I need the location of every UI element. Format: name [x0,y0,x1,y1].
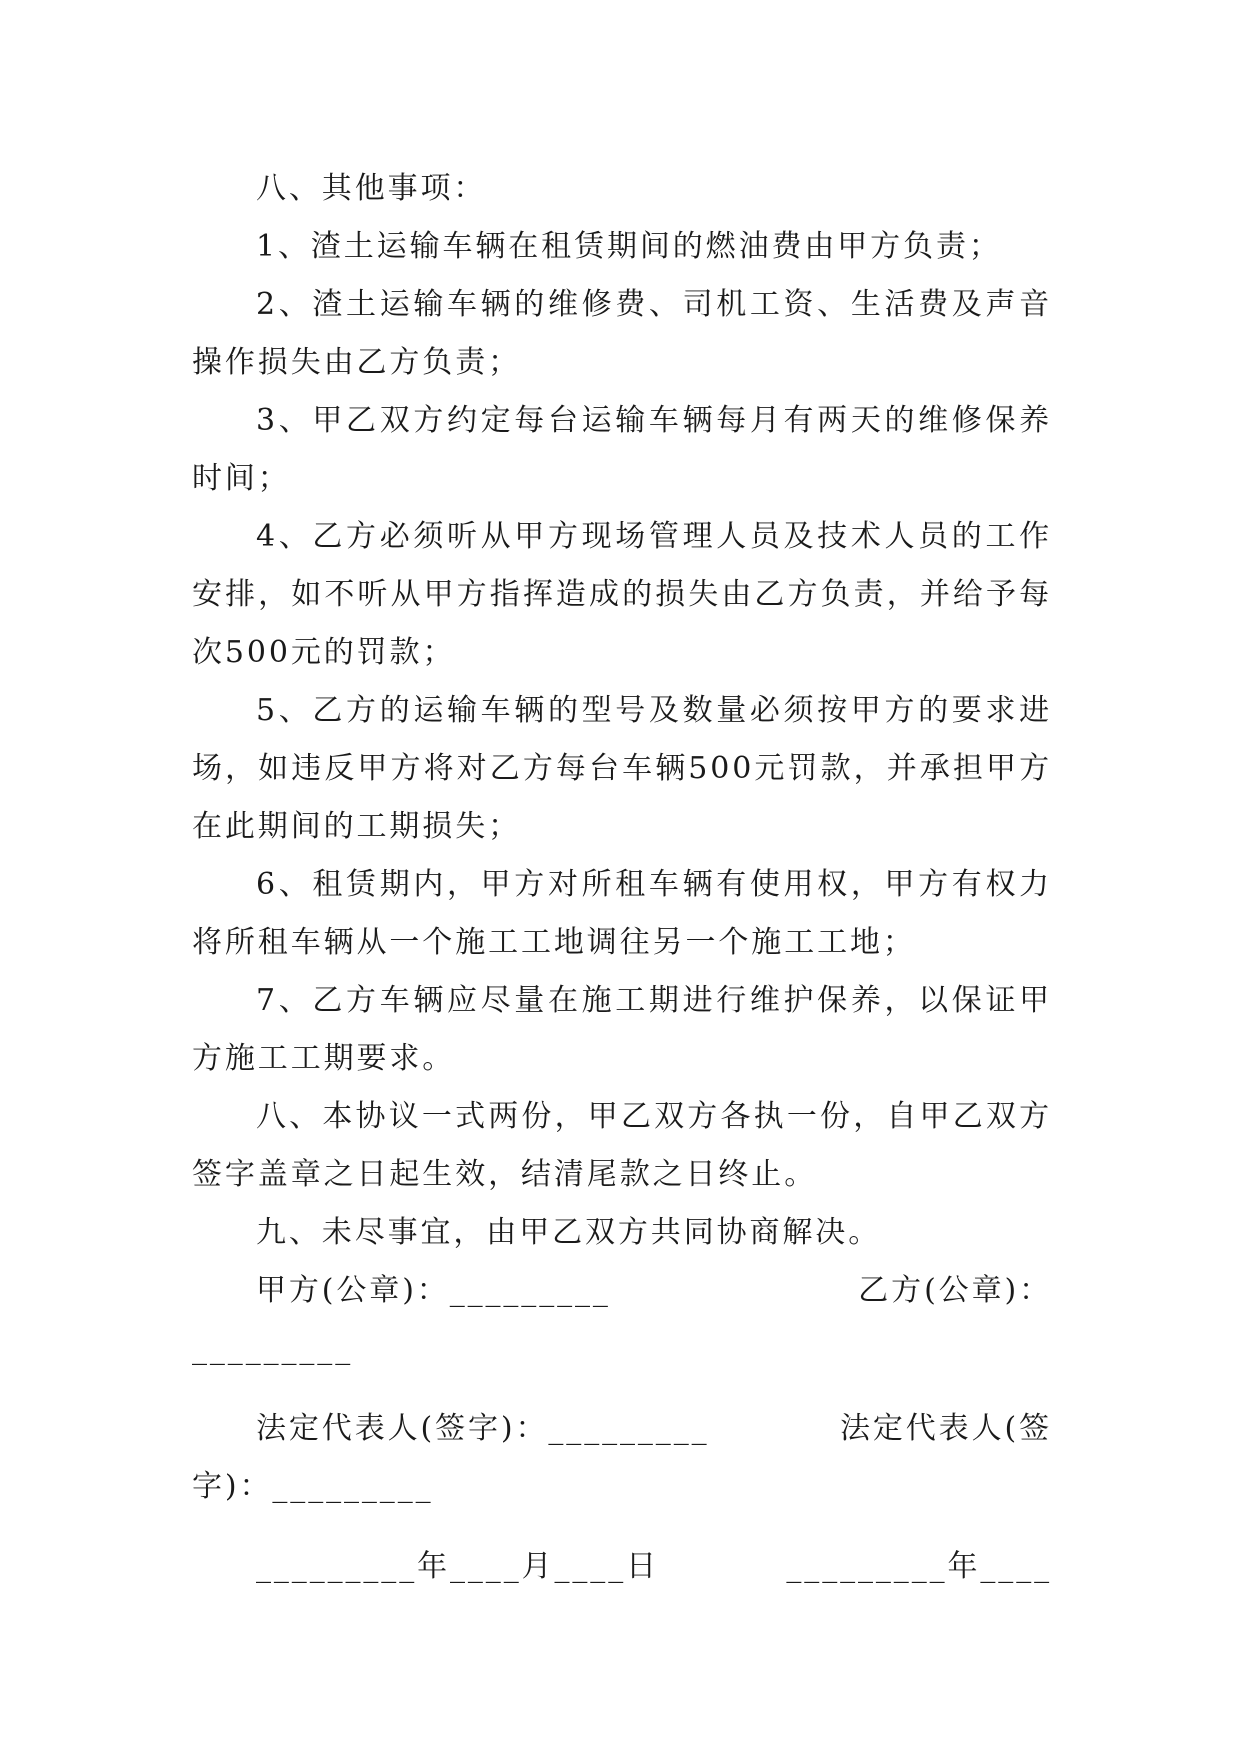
party-b-seal: 乙方(公章)： [858,1273,1052,1308]
party-a-date: _________年____月____日 [256,1549,659,1584]
party-b-representative-continued: 字)：_________ [192,1469,434,1504]
clause-2: 2、渣土运输车辆的维修费、司机工资、生活费及声音操作损失由乙方负责； [192,287,1052,380]
section-heading: 八、其他事项： [256,171,487,206]
clause-7: 7、乙方车辆应尽量在施工期进行维护保养，以保证甲方施工工期要求。 [192,983,1052,1076]
party-a-representative: 法定代表人(签字)：_________ [256,1411,710,1446]
spacer [192,1516,1052,1538]
representative-row [192,1400,1052,1458]
party-a-seal: 甲方(公章)：_________ [256,1273,611,1308]
seal-row [192,1262,1052,1320]
party-b-seal-blank: _________ [192,1331,354,1366]
clause-6: 6、租赁期内，甲方对所租车辆有使用权，甲方有权力将所租车辆从一个施工工地调往另一个施工工地； [192,867,1052,960]
party-b-representative: 法定代表人(签 [839,1411,1052,1446]
clause-4: 4、乙方必须听从甲方现场管理人员及技术人员的工作安排，如不听从甲方指挥造成的损失由乙方负责，并给予每次500元的罚款； [192,519,1052,670]
clause-3: 3、甲乙双方约定每台运输车辆每月有两天的维修保养时间； [192,403,1052,496]
representative-row-continued [192,1458,1052,1516]
unresolved-matters-clause: 九、未尽事宜，由甲乙双方共同协商解决。 [256,1215,882,1250]
document-page [192,160,1052,1596]
clause-5: 5、乙方的运输车辆的型号及数量必须按甲方的要求进场，如违反甲方将对乙方每台车辆500元罚款，并承担甲方在此期间的工期损失； [192,693,1052,844]
clause-1: 1、渣土运输车辆在租赁期间的燃油费由甲方负责； [256,229,1002,264]
seal-row-continued [192,1320,1052,1378]
spacer [192,1378,1052,1400]
effective-clause: 八、本协议一式两份，甲乙双方各执一份，自甲乙双方签字盖章之日起生效，结清尾款之日终止。 [192,1099,1052,1192]
date-row [192,1538,1052,1596]
party-b-date: _________年____ [786,1549,1052,1584]
